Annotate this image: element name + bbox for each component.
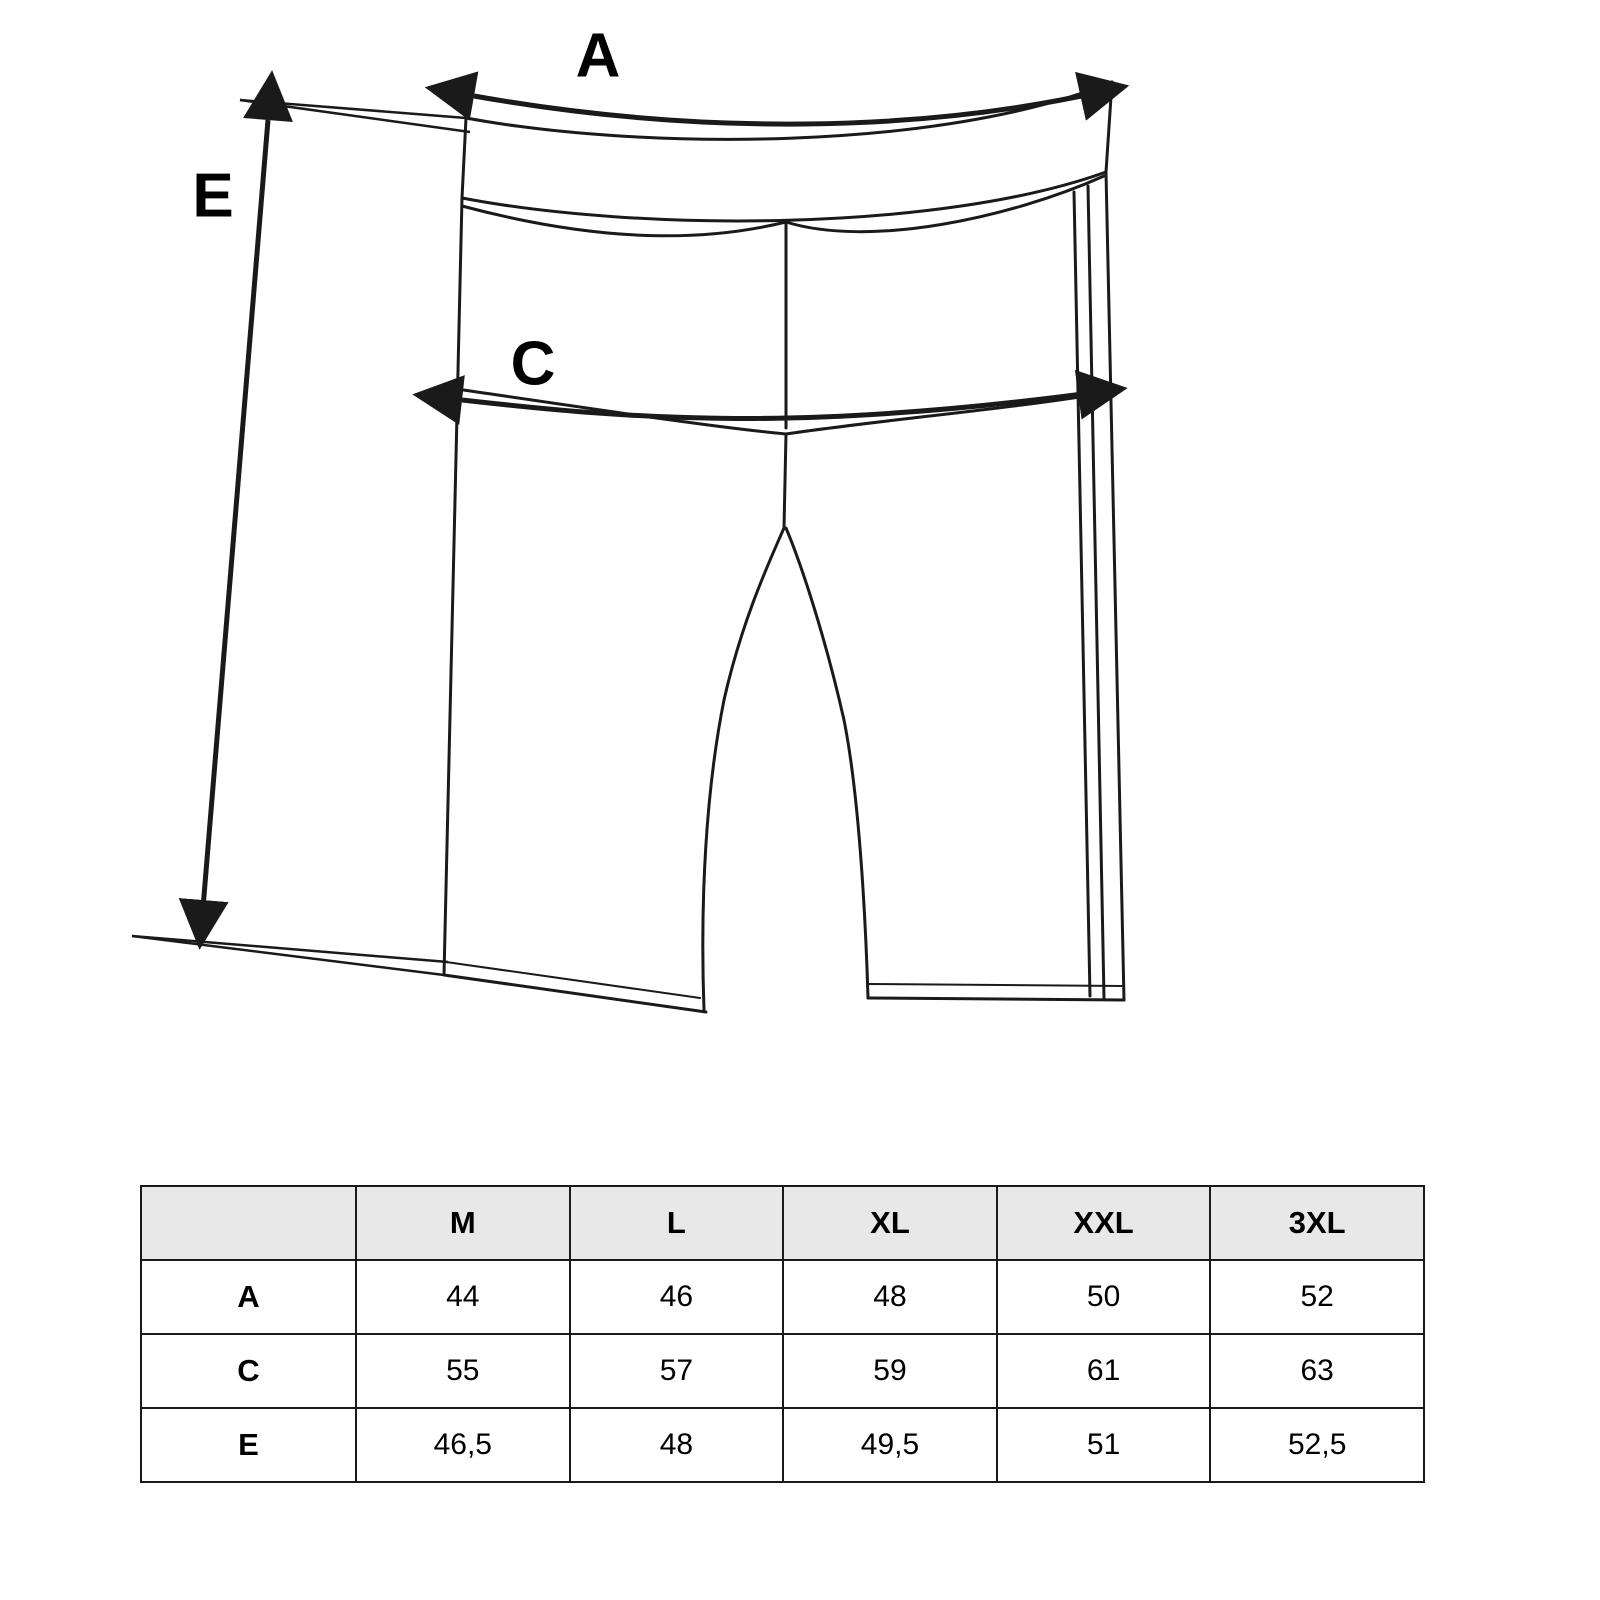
cell-c-3xl: 63 — [1210, 1334, 1424, 1408]
column-header-3xl: 3XL — [1210, 1186, 1424, 1260]
cell-a-l: 46 — [570, 1260, 784, 1334]
measure-arrow-a — [474, 92, 1100, 124]
e-guide-lines — [132, 100, 470, 975]
row-label-e: E — [141, 1408, 356, 1482]
row-label-a: A — [141, 1260, 356, 1334]
column-header-m: M — [356, 1186, 570, 1260]
shorts-outline — [444, 82, 1124, 1012]
table-header-row — [141, 1186, 1424, 1260]
cell-c-m: 55 — [356, 1334, 570, 1408]
row-label-c: C — [141, 1334, 356, 1408]
size-table-container — [140, 1185, 1425, 1483]
label-e: E — [192, 161, 234, 231]
column-header-xxl: XXL — [997, 1186, 1211, 1260]
cell-e-xxl: 51 — [997, 1408, 1211, 1482]
cell-a-3xl: 52 — [1210, 1260, 1424, 1334]
measure-arrow-c — [462, 392, 1098, 419]
cell-e-m: 46,5 — [356, 1408, 570, 1482]
cell-a-xl: 48 — [783, 1260, 997, 1334]
cell-e-l: 48 — [570, 1408, 784, 1482]
table-row — [141, 1260, 1424, 1334]
column-header-l: L — [570, 1186, 784, 1260]
cell-c-xl: 59 — [783, 1334, 997, 1408]
measure-arrow-e — [202, 120, 268, 920]
cell-c-l: 57 — [570, 1334, 784, 1408]
column-header-xl: XL — [783, 1186, 997, 1260]
cell-a-m: 44 — [356, 1260, 570, 1334]
size-table — [140, 1185, 1425, 1483]
table-corner-cell — [141, 1186, 356, 1260]
cell-e-xl: 49,5 — [783, 1408, 997, 1482]
label-c: C — [510, 329, 556, 399]
label-a: A — [575, 21, 621, 91]
cell-a-xxl: 50 — [997, 1260, 1211, 1334]
table-row — [141, 1408, 1424, 1482]
cell-c-xxl: 61 — [997, 1334, 1211, 1408]
cell-e-3xl: 52,5 — [1210, 1408, 1424, 1482]
table-row — [141, 1334, 1424, 1408]
